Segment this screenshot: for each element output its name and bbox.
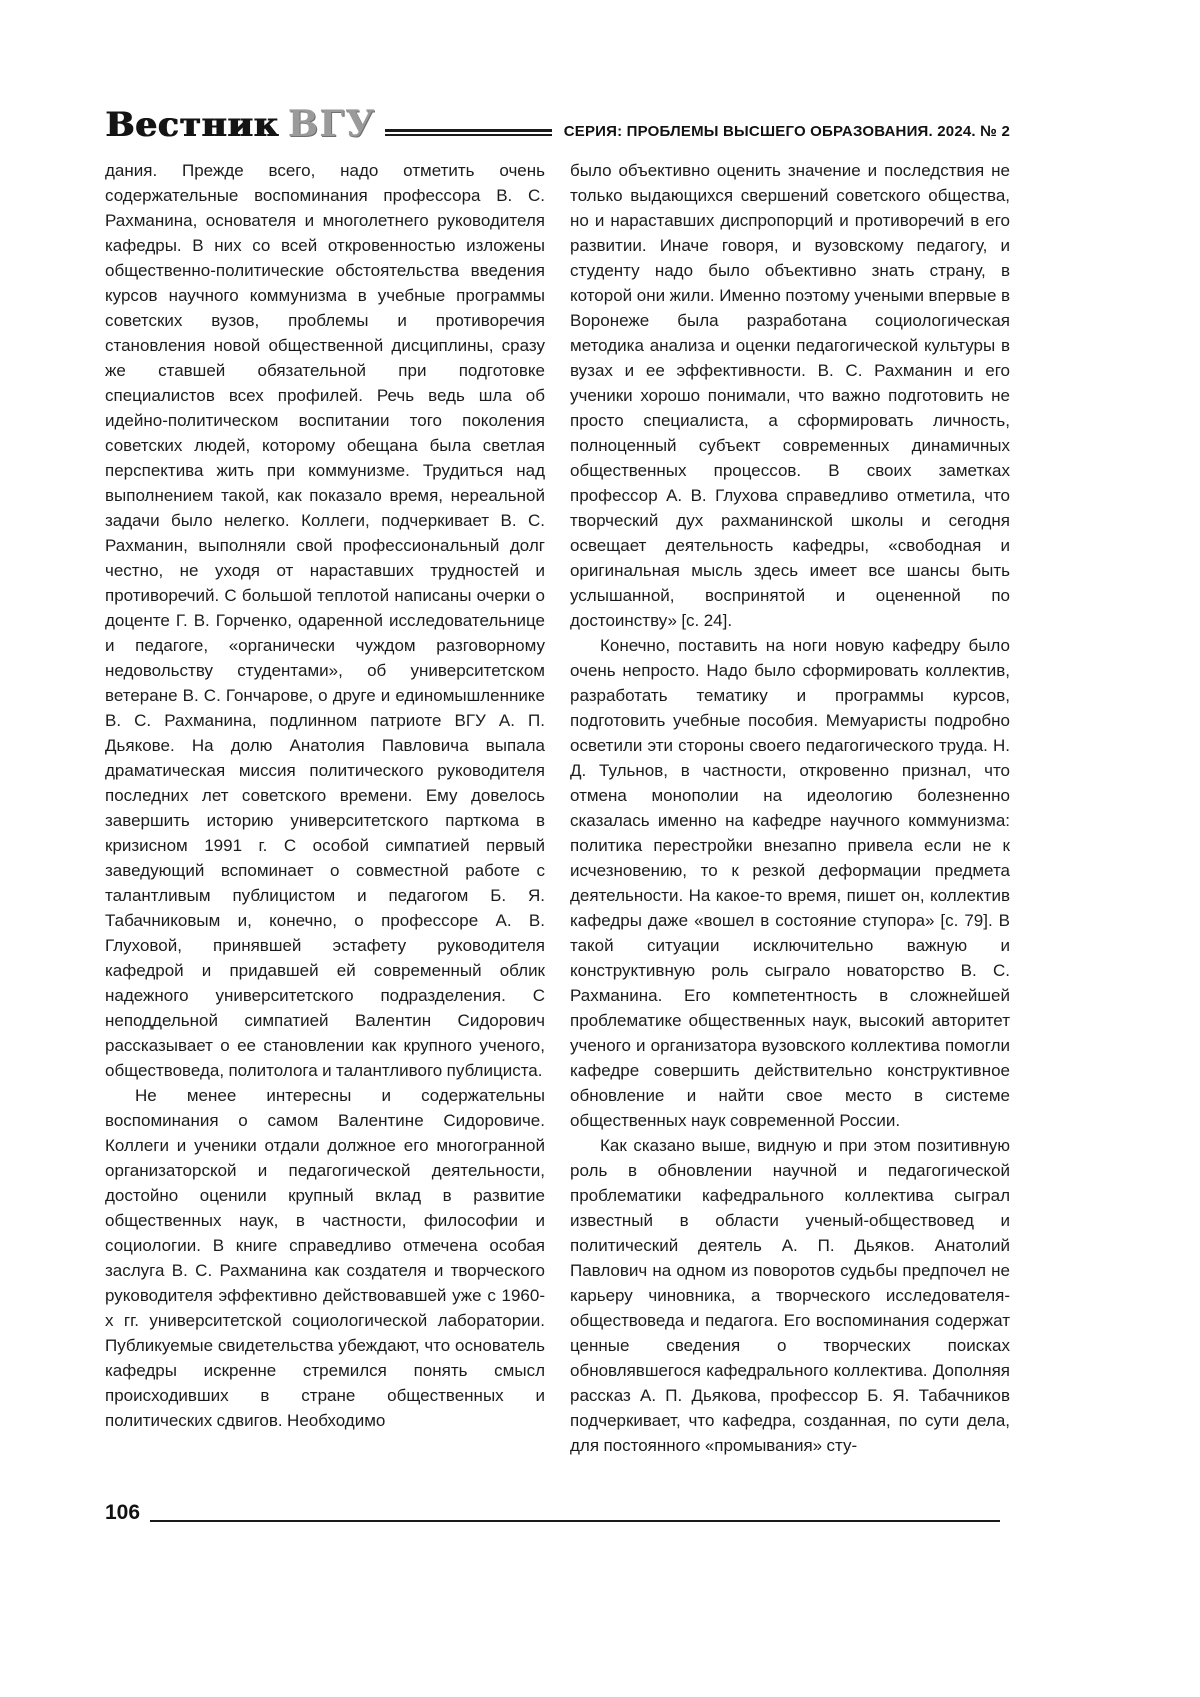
paragraph-left-2: Не менее интересны и содержательны воспоминания о самом Валентине Сидоровиче. Коллеги и ученики отдали должное его многогранной организаторской и педагогической деятельности, достойно оценили крупный вклад в развитие общественных наук, в частности, философии и социологии. В книге справедливо отмечена особая заслуга В. С. Рахманина как создателя и творческого руководителя эффективно действовавшей уже с 1960-х гг. университетской социологической лаборатории. Публикуемые свидетельства убеждают, что основатель кафедры искренне стремился понять смысл происходивших в стране общественных и политических сдвигов. Необходимо	[105, 1086, 545, 1430]
paragraph-left-1: дания. Прежде всего, надо отметить очень содержательные воспоминания профессора В. С. Рахманина, основателя и многолетнего руководителя кафедры. В них со всей откровенностью изложены общественно-политические обстоятельства введения курсов научного коммунизма в учебные программы советских вузов, проблемы и противоречия становления новой общественной дисциплины, сразу же ставшей обязательной при подготовке специалистов всех профилей. Речь ведь шла об идейно-политическом воспитании того поколения советских людей, которому обещана была светлая перспектива жить при коммунизме. Трудиться над выполнением такой, как показало время, нереальной задачи было нелегко. Коллеги, подчеркивает В. С. Рахманин, выполняли свой профессиональный долг честно, не уходя от нараставших трудностей и противоречий. С большой теплотой написаны очерки о доценте Г. В. Горченко, одаренной исследовательнице и педагоге, «органически чуждом разговорному недовольству студентами», об университетском ветеране В. С. Гончарове, о друге и единомышленнике В. С. Рахманина, подлинном патриоте ВГУ А. П. Дьякове. На долю Анатолия Павловича выпала драматическая миссия политического руководителя последних лет советского времени. Ему довелось завершить историю университетского парткома в кризисном 1991 г. С особой симпатией первый заведующий вспоминает о совместной работе с талантливым публицистом и педагогом Б. Я. Табачниковым и, конечно, о профессоре А. В. Глуховой, принявшей эстафету руководителя кафедрой и придавшей ей современный облик надежного университетского подразделения. С неподдельной симпатией Валентин Сидорович рассказывает о ее становлении как крупного ученого, обществоведа, политолога и талантливого публициста.	[105, 161, 545, 1080]
page-number: 106	[105, 1501, 141, 1524]
right-column	[570, 158, 1010, 1458]
logo-word-vgu: ВГУ	[287, 103, 376, 145]
page-footer	[105, 1502, 1010, 1523]
footer-rule	[150, 1520, 1000, 1522]
page-header	[105, 98, 1010, 145]
series-title: СЕРИЯ: ПРОБЛЕМЫ ВЫСШЕГО ОБРАЗОВАНИЯ. 2024. № 2	[563, 123, 1010, 140]
logo-word-vestnik: Вестник	[105, 105, 279, 145]
paragraph-right-1: было объективно оценить значение и последствия не только выдающихся свершений советского общества, но и нараставших диспропорций и противоречий в его развитии. Иначе говоря, и вузовскому педагогу, и студенту надо было объективно знать страну, в которой они жили. Именно поэтому учеными впервые в Воронеже была разработана социологическая методика анализа и оценки педагогической культуры в вузах и ее эффективности. В. С. Рахманин и его ученики хорошо понимали, что важно подготовить не просто специалиста, а сформировать личность, полноценный субъект современных динамичных общественных процессов. В своих заметках профессор А. В. Глухова справедливо отметила, что творческий дух рахманинской школы и сегодня освещает деятельность кафедры, «свободная и оригинальная мысль здесь имеет все шансы быть услышанной, воспринятой и оцененной по достоинству» [с. 24].	[570, 161, 1010, 630]
paragraph-right-3: Как сказано выше, видную и при этом позитивную роль в обновлении научной и педагогической проблематики кафедрального коллектива сыграл известный в области ученый-обществовед и политический деятель А. П. Дьяков. Анатолий Павлович на одном из поворотов судьбы предпочел не карьеру чиновника, а творческого исследователя-обществоведа и педагога. Его воспоминания содержат ценные сведения о творческих поисках обновлявшегося кафедрального коллектива. Дополняя рассказ А. П. Дьякова, профессор Б. Я. Табачников подчеркивает, что кафедра, созданная, по сути дела, для постоянного «промывания» сту-	[570, 1136, 1010, 1455]
header-double-rule	[385, 129, 551, 136]
left-column	[105, 158, 545, 1458]
article-body	[105, 158, 1010, 1458]
journal-logo	[105, 103, 376, 145]
paragraph-right-2: Конечно, поставить на ноги новую кафедру было очень непросто. Надо было сформировать коллектив, разработать тематику и программы курсов, подготовить учебные пособия. Мемуаристы подробно осветили эти стороны своего педагогического труда. Н. Д. Тульнов, в частности, откровенно признал, что отмена монополии на идеологию болезненно сказалась именно на кафедре научного коммунизма: политика перестройки внезапно привела если не к исчезновению, то к резкой деформации предмета деятельности. На какое-то время, пишет он, коллектив кафедры даже «вошел в состояние ступора» [с. 79]. В такой ситуации исключительно важную и конструктивную роль сыграло новаторство В. С. Рахманина. Его компетентность в сложнейшей проблематике общественных наук, высокий авторитет ученого и организатора вузовского коллектива помогли кафедре совершить действительно конструктивное обновление и найти свое место в системе общественных наук современной России.	[570, 636, 1010, 1130]
